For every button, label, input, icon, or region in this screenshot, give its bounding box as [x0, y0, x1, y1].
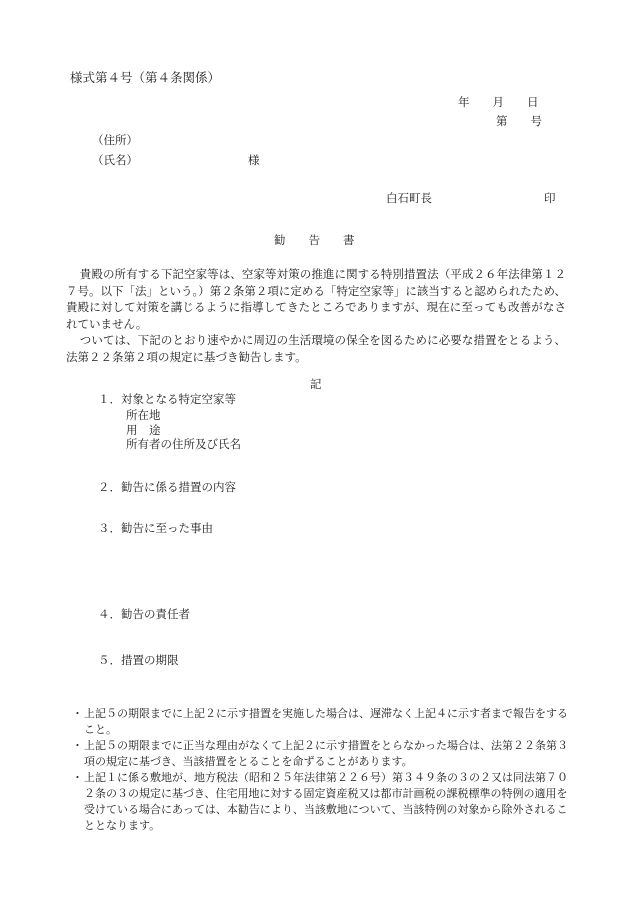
item-1 [98, 391, 236, 407]
item-label: 対象となる特定空家等 [121, 392, 236, 406]
recipient-honorific: 様 [248, 153, 260, 167]
item-1-usage: 用 途 [126, 423, 161, 437]
note-item [72, 738, 568, 770]
note-text: 上記５の期限までに上記２に示す措置を実施した場合は、遅滞なく上記４に示す者まで報告をすること。 [84, 707, 568, 736]
item-5 [98, 652, 179, 668]
form-label: 様式第４号（第４条関係） [70, 70, 221, 85]
recipient-address-label: （住所） [92, 133, 138, 147]
notes-list [72, 706, 568, 834]
issuer-seal: 印 [544, 191, 556, 205]
note-bullet: ・ [72, 771, 83, 784]
issuer-name: 白石町長 [386, 191, 432, 205]
item-label: 勧告の責任者 [121, 607, 190, 621]
document-title: 勧 告 書 [274, 233, 355, 247]
item-number: ４． [98, 607, 121, 621]
date-line: 年 月 日 [458, 95, 539, 109]
item-1-location: 所在地 [126, 408, 161, 422]
note-item [72, 770, 568, 834]
body-paragraph-1: 貴殿の所有する下記空家等は、空家等対策の推進に関する特別措置法（平成２６年法律第１２７号。以下「法」という。）第２条第２項に定める「特定空家等」に該当すると認められたため、貴殿に対して対策を講じるように指導してきたところでありますが、現在に至っても改善がなされていません。 [66, 267, 566, 331]
item-number: １． [98, 392, 121, 406]
recipient-name-label: （氏名） [92, 153, 138, 167]
item-label: 措置の期限 [121, 653, 179, 667]
note-text: 上記５の期限までに正当な理由がなくて上記２に示す措置をとらなかった場合は、法第２２条第３項の規定に基づき、当該措置をとることを命ずることがあります。 [84, 739, 568, 768]
item-label: 勧告に至った事由 [121, 521, 213, 535]
note-text: 上記１に係る敷地が、地方税法（昭和２５年法律第２２６号）第３４９条の３の２又は同法第７０２条の３の規定に基づき、住宅用地に対する固定資産税又は都市計画税の課税標準の特例の適用を受けている場合にあっては、本勧告により、当該敷地について、当該特例の対象から除外されることとなります。 [84, 771, 568, 832]
item-label: 勧告に係る措置の内容 [121, 480, 236, 494]
item-2 [98, 479, 236, 495]
note-item [72, 706, 568, 738]
item-1-owner: 所有者の住所及び氏名 [126, 437, 241, 451]
note-bullet: ・ [72, 739, 83, 752]
item-3 [98, 520, 213, 536]
body-paragraph-2: ついては、下記のとおり速やかに周辺の生活環境の保全を図るために必要な措置をとるよう、法第２２条第２項の規定に基づき勧告します。 [66, 333, 566, 364]
body-text [66, 266, 566, 365]
item-number: ３． [98, 521, 121, 535]
item-number: ２． [98, 480, 121, 494]
item-number: ５． [98, 653, 121, 667]
note-bullet: ・ [72, 707, 83, 720]
document-number-line: 第 号 [496, 114, 542, 128]
item-4 [98, 606, 190, 622]
ki-heading: 記 [310, 377, 322, 391]
